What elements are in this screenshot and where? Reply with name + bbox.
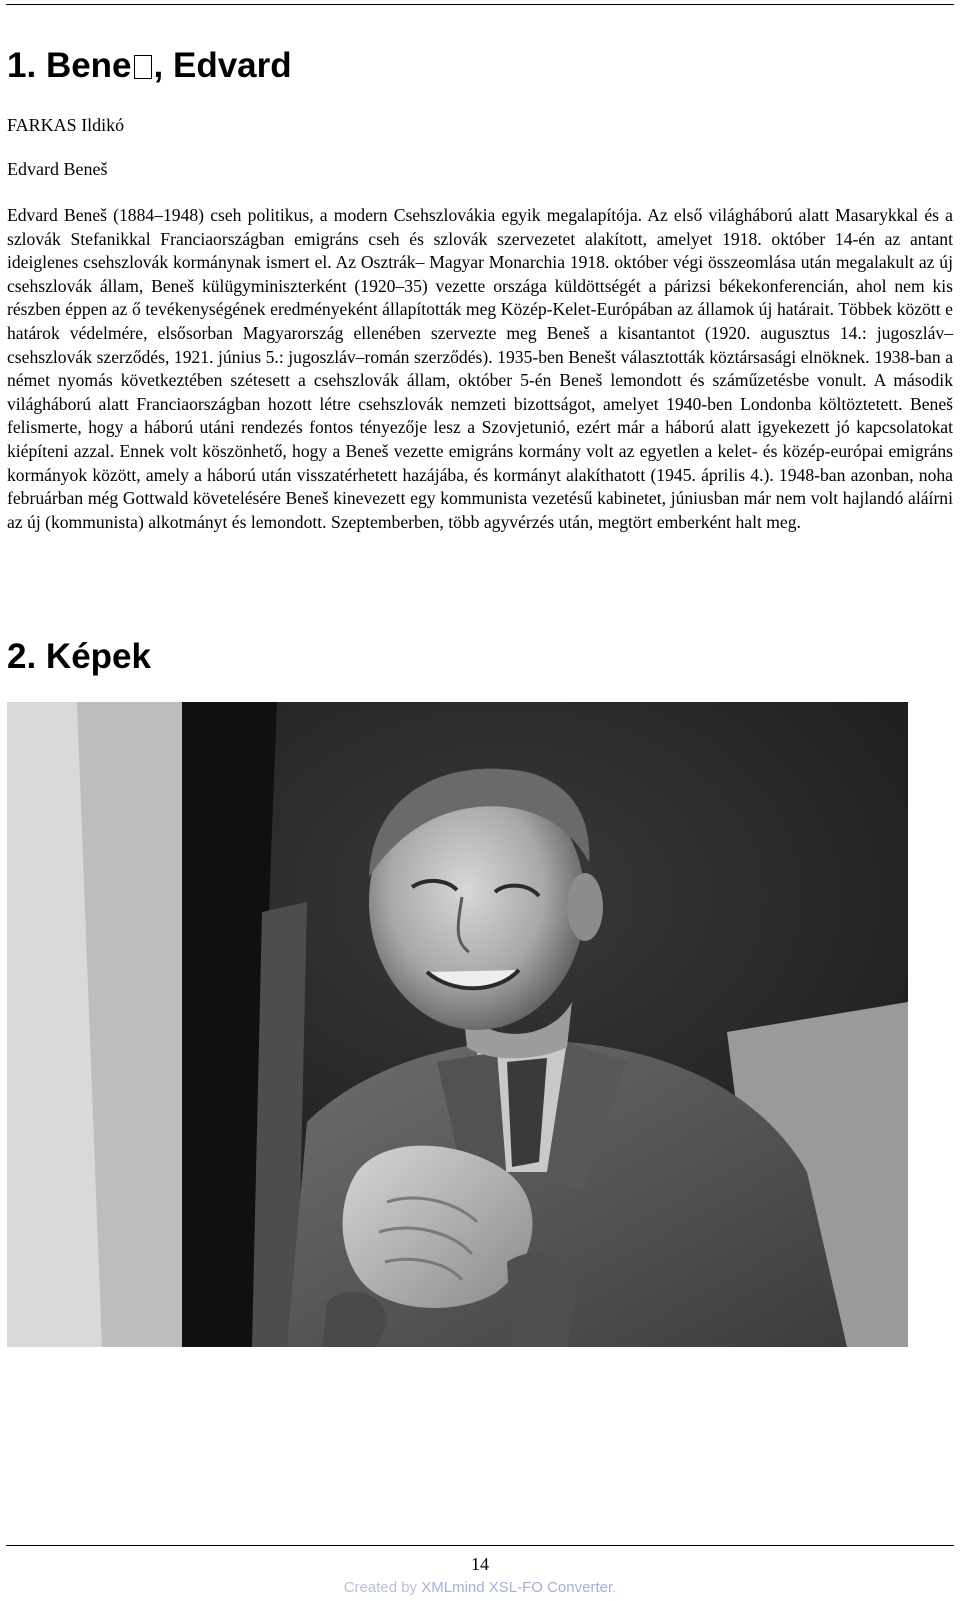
portrait-photo [7,702,908,1347]
bottom-rule [6,1545,954,1546]
missing-glyph-icon [134,55,152,79]
heading-number: 1. [7,46,37,85]
footer-suffix: . [612,1579,617,1596]
top-rule [6,4,954,5]
page-number: 14 [471,1554,489,1574]
section-heading-2: 2. Képek [7,637,151,676]
generator-footer [0,1578,960,1598]
author-line: FARKAS Ildikó [7,115,125,135]
section-heading-1 [7,44,292,88]
footer-prefix: Created by [343,1579,422,1596]
heading-name-start: Bene [45,46,132,85]
heading-name-end: , Edvard [153,46,292,85]
portrait-illustration [7,702,908,1347]
footer-link[interactable]: XMLmind XSL-FO Converter [421,1579,613,1596]
article-body: Edvard Beneš (1884–1948) cseh politikus, a modern Csehszlovákia egyik megalapítója. Az első világháború alatt Masarykkal és a szlovák Stefanikkal Franciaországban emigráns cseh és szlovák szervezetet alakított, amelyet 1918. október 14-én az antant ideiglenes csehszlovák kormánynak ismert el. Az Osztrák– Magyar Monarchia 1918. október végi összeomlása után megalakult az új csehszlovák állam, Beneš külügyminiszterként (1920–35) vezette országa küldöttségét a párizsi békekonferencián, ahol nem kis részben éppen az ő tevékenységének eredményeként állapították meg Közép-Kelet-Európában az államok új határait. Többek között e határok védelmére, elsősorban Magyarország ellenében szervezte meg Beneš a kisantantot (1920. augusztus 14.: jugoszláv–csehszlovák szerződés, 1921. június 5.: jugoszláv–román szerződés). 1935-ben Benešt választották köztársasági elnöknek. 1938-ban a német nyomás következtében szétesett a csehszlovák állam, október 5-én Beneš lemondott és száműzetésbe vonult. A második világháború alatt Franciaországban hozott létre csehszlovák nemzeti bizottságot, amelyet 1940-ben Londonba költöztetett. Beneš felismerte, hogy a háború utáni rendezés fontos tényezője lesz a Szovjetunió, ezért már a háború alatt igyekezett jó kapcsolatokat kiépíteni azzal. Ennek volt köszönhető, hogy a Beneš vezette emigráns kormány volt az egyetlen a kelet- és közép-európai emigráns kormányok között, amely a háború után visszatérhetett hazájába, és kormányt alakíthatott (1945. április 4.). 1948-ban azonban, noha februárban még Gottwald követelésére Beneš kinevezett egy kommunista vezetésű kabinetet, júniusban már nem volt hajlandó aláírni az új (kommunista) alkotmányt és lemondott. Szeptemberben, több agyvérzés után, megtört emberként halt meg. [7,205,953,532]
subject-line: Edvard Beneš [7,159,108,179]
